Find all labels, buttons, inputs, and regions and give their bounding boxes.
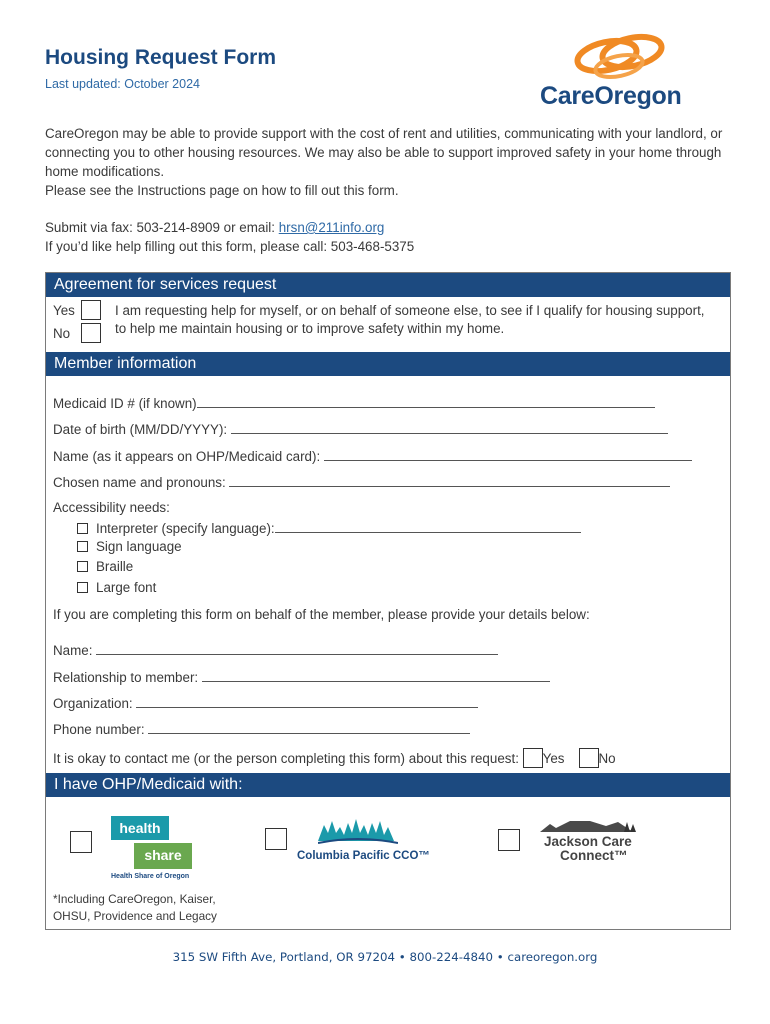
jackson-care-line1: Jackson Care — [544, 834, 632, 849]
jackson-care-logo-text — [544, 835, 632, 863]
agreement-no-label: No — [53, 326, 71, 341]
agreement-yes-checkbox[interactable] — [81, 300, 101, 320]
consent-yes-label: Yes — [542, 751, 565, 766]
columbia-pacific-trees-icon — [318, 817, 398, 845]
agreement-no-checkbox[interactable] — [81, 323, 101, 343]
careoregon-logo-text: CareOregon — [540, 82, 682, 110]
relationship-label: Relationship to member: — [53, 670, 202, 685]
agreement-yes-label: Yes — [53, 303, 75, 318]
sign-language-label: Sign language — [96, 539, 182, 554]
last-updated: Last updated: October 2024 — [45, 77, 200, 91]
ohp-header: I have OHP/Medicaid with: — [46, 773, 730, 797]
large-font-label: Large font — [96, 580, 157, 595]
sign-language-option[interactable] — [77, 539, 182, 554]
dob-label: Date of birth (MM/DD/YYYY): — [53, 422, 231, 437]
help-phone-text: If you’d like help filling out this form, please call: 503-468-5375 — [45, 238, 415, 254]
behalf-instructions: If you are completing this form on behalf of the member, please provide your details below: — [53, 607, 590, 622]
agreement-text: I am requesting help for myself, or on behalf of someone else, to see if I qualify for housing support, to help me maintain housing or to improve safety within my home. — [115, 303, 705, 336]
medicaid-id-field[interactable] — [53, 394, 655, 411]
braille-checkbox[interactable] — [77, 561, 88, 572]
braille-label: Braille — [96, 559, 134, 574]
interpreter-checkbox[interactable] — [77, 523, 88, 534]
sign-language-checkbox[interactable] — [77, 541, 88, 552]
medicaid-id-label: Medicaid ID # (if known) — [53, 396, 197, 411]
agreement-header: Agreement for services request — [46, 273, 730, 297]
helper-name-field[interactable] — [53, 641, 498, 658]
health-share-note — [53, 891, 217, 925]
relationship-field[interactable] — [53, 668, 550, 685]
note-line2: OHSU, Providence and Legacy — [53, 909, 217, 923]
phone-label: Phone number: — [53, 722, 149, 737]
member-info-header: Member information — [46, 352, 730, 376]
contact-info — [45, 219, 735, 256]
braille-option[interactable] — [77, 559, 133, 574]
dob-field[interactable] — [53, 420, 668, 437]
footer-address: 315 SW Fifth Ave, Portland, OR 97204 • 800-224-4840 • careoregon.org — [172, 950, 598, 964]
organization-field[interactable] — [53, 694, 478, 711]
member-name-field[interactable] — [53, 447, 692, 464]
chosen-name-label: Chosen name and pronouns: — [53, 475, 230, 490]
member-name-label: Name (as it appears on OHP/Medicaid card): — [53, 449, 324, 464]
submit-text: Submit via fax: 503-214-8909 or email: — [45, 220, 279, 235]
consent-yes-checkbox[interactable] — [523, 748, 543, 768]
columbia-pacific-logo-text: Columbia Pacific CCO™ — [297, 850, 430, 862]
health-share-logo-bottom: share — [134, 843, 192, 869]
note-line1: *Including CareOregon, Kaiser, — [53, 892, 216, 906]
phone-field[interactable] — [53, 720, 470, 737]
jackson-care-mountain-icon — [540, 818, 636, 834]
health-share-checkbox[interactable] — [70, 831, 92, 853]
consent-no-label: No — [598, 751, 616, 766]
interpreter-label: Interpreter (specify language): — [96, 521, 275, 536]
request-form — [45, 272, 731, 930]
email-link[interactable]: hrsn@211info.org — [278, 220, 385, 235]
columbia-pacific-checkbox[interactable] — [265, 828, 287, 850]
instructions-note: Please see the Instructions page on how to fill out this form. — [45, 183, 399, 198]
accessibility-label: Accessibility needs: — [53, 500, 170, 515]
large-font-option[interactable] — [77, 580, 156, 595]
jackson-care-checkbox[interactable] — [498, 829, 520, 851]
health-share-logo-top: health — [111, 816, 169, 840]
jackson-care-line2: Connect™ — [560, 848, 628, 863]
page-title: Housing Request Form — [45, 46, 277, 69]
interpreter-option[interactable] — [77, 519, 581, 536]
contact-consent-label: It is okay to contact me (or the person completing this form) about this request: — [53, 751, 523, 766]
health-share-subtitle: Health Share of Oregon — [111, 873, 190, 880]
chosen-name-field[interactable] — [53, 473, 670, 490]
large-font-checkbox[interactable] — [77, 582, 88, 593]
helper-name-label: Name: — [53, 643, 97, 658]
intro-text — [45, 124, 735, 200]
organization-label: Organization: — [53, 696, 137, 711]
consent-no-checkbox[interactable] — [579, 748, 599, 768]
intro-paragraph: CareOregon may be able to provide support with the cost of rent and utilities, communicating with your landlord, or connecting you to other housing resources. We may also be able to support improved safety in your home through home modifications. — [45, 126, 723, 179]
contact-consent — [53, 748, 616, 768]
